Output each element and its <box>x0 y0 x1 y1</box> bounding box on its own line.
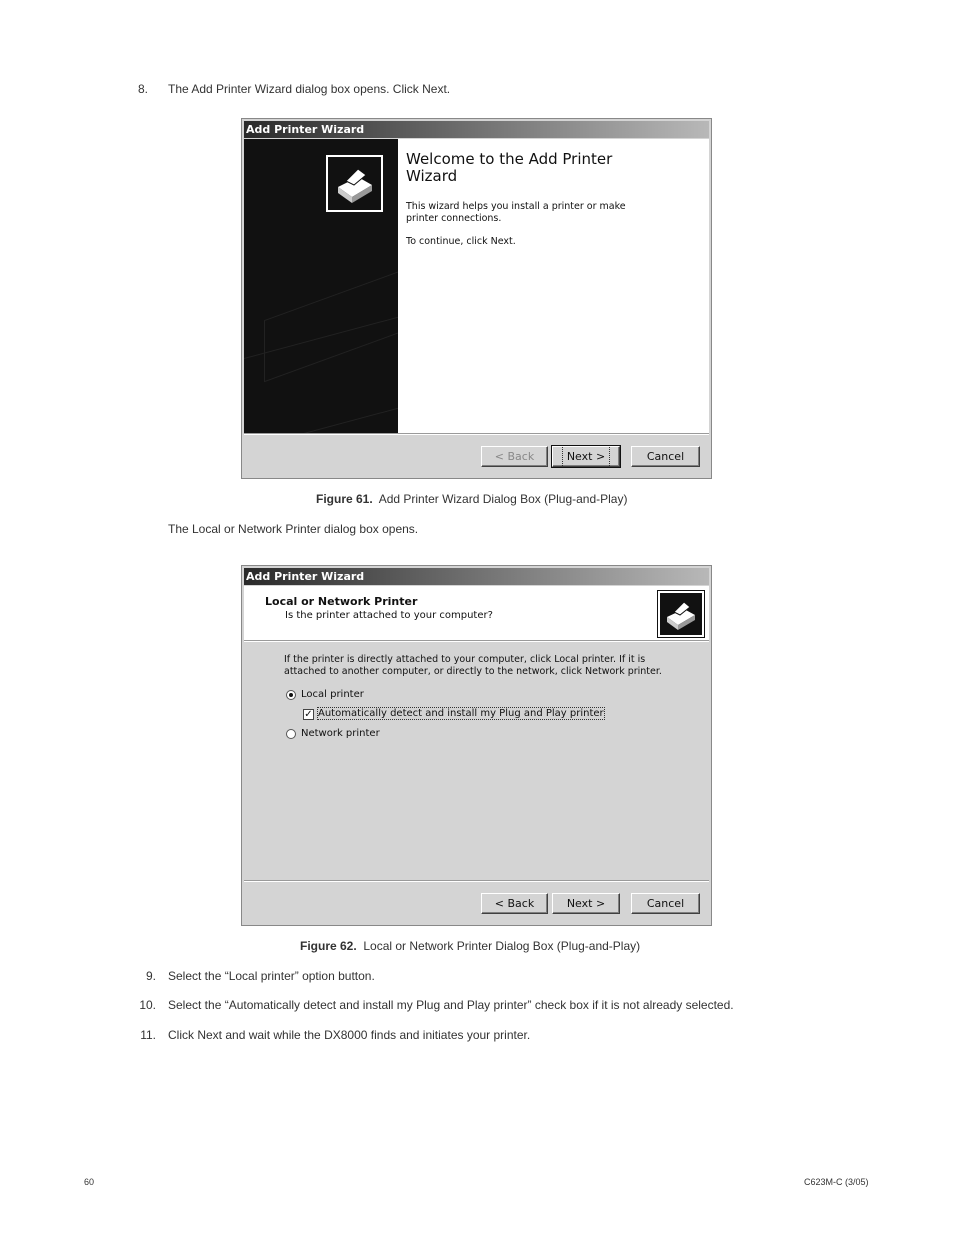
figure-61-caption <box>316 492 627 506</box>
cancel-button[interactable]: Cancel <box>631 893 700 914</box>
cancel-button[interactable]: Cancel <box>631 446 700 467</box>
local-printer-radio[interactable] <box>286 690 296 700</box>
next-button[interactable]: Next > <box>552 893 620 914</box>
intro-text: The Local or Network Printer dialog box opens. <box>168 522 419 536</box>
header-separator <box>244 640 709 642</box>
figure-label: Figure 61. <box>316 492 373 506</box>
wizard-banner-panel <box>244 139 398 433</box>
document-id: C623M-C (3/05) <box>804 1177 869 1187</box>
back-button[interactable]: < Back <box>481 893 548 914</box>
wizard-description: This wizard helps you install a printer or make printer connections. <box>406 201 626 224</box>
step-number: 9. <box>145 969 156 983</box>
wizard-content-panel <box>398 139 709 433</box>
figure-label: Figure 62. <box>300 939 357 953</box>
step-text: Select the “Local printer” option button. <box>168 969 375 983</box>
next-button[interactable]: Next > <box>552 446 620 467</box>
step-text: The Add Printer Wizard dialog box opens. Click Next. <box>168 82 451 96</box>
page-number: 60 <box>84 1177 95 1187</box>
dialog-title-bar: Add Printer Wizard <box>244 121 709 138</box>
printer-icon <box>658 591 704 637</box>
dialog-header <box>244 586 709 640</box>
step-text: Click Next and wait while the DX8000 finds and initiates your printer. <box>168 1028 531 1042</box>
wizard-heading: Welcome to the Add Printer Wizard <box>406 150 613 185</box>
dialog-title-bar: Add Printer Wizard <box>244 568 709 585</box>
local-or-network-printer-dialog <box>241 565 712 926</box>
figure-caption-text: Add Printer Wizard Dialog Box (Plug-and-Play) <box>378 492 628 506</box>
wizard-continue-text: To continue, click Next. <box>406 236 516 247</box>
auto-detect-label[interactable]: Automatically detect and install my Plug and Play printer <box>318 708 604 719</box>
step-text: Select the “Automatically detect and install my Plug and Play printer” check box if it is not already selected. <box>168 998 734 1012</box>
add-printer-wizard-welcome-dialog <box>241 118 712 479</box>
figure-caption-text: Local or Network Printer Dialog Box (Plug-and-Play) <box>363 939 641 953</box>
auto-detect-checkbox[interactable]: ✓ <box>304 709 313 720</box>
figure-62-caption <box>300 939 640 953</box>
step-number: 8. <box>137 82 148 96</box>
network-printer-radio[interactable] <box>286 729 296 739</box>
button-separator <box>244 880 709 882</box>
header-title: Local or Network Printer <box>265 595 418 608</box>
header-subtitle: Is the printer attached to your computer? <box>285 610 493 621</box>
local-printer-label[interactable]: Local printer <box>301 689 364 700</box>
instructions-text: If the printer is directly attached to your computer, click Local printer. If it is attached to another computer, or directly to the network, click Network printer. <box>284 654 662 677</box>
network-printer-label[interactable]: Network printer <box>301 728 380 739</box>
step-number: 11. <box>140 1028 156 1042</box>
step-number: 10. <box>139 998 156 1012</box>
back-button[interactable]: < Back <box>481 446 548 467</box>
button-separator <box>244 433 709 435</box>
printer-icon <box>326 155 383 212</box>
